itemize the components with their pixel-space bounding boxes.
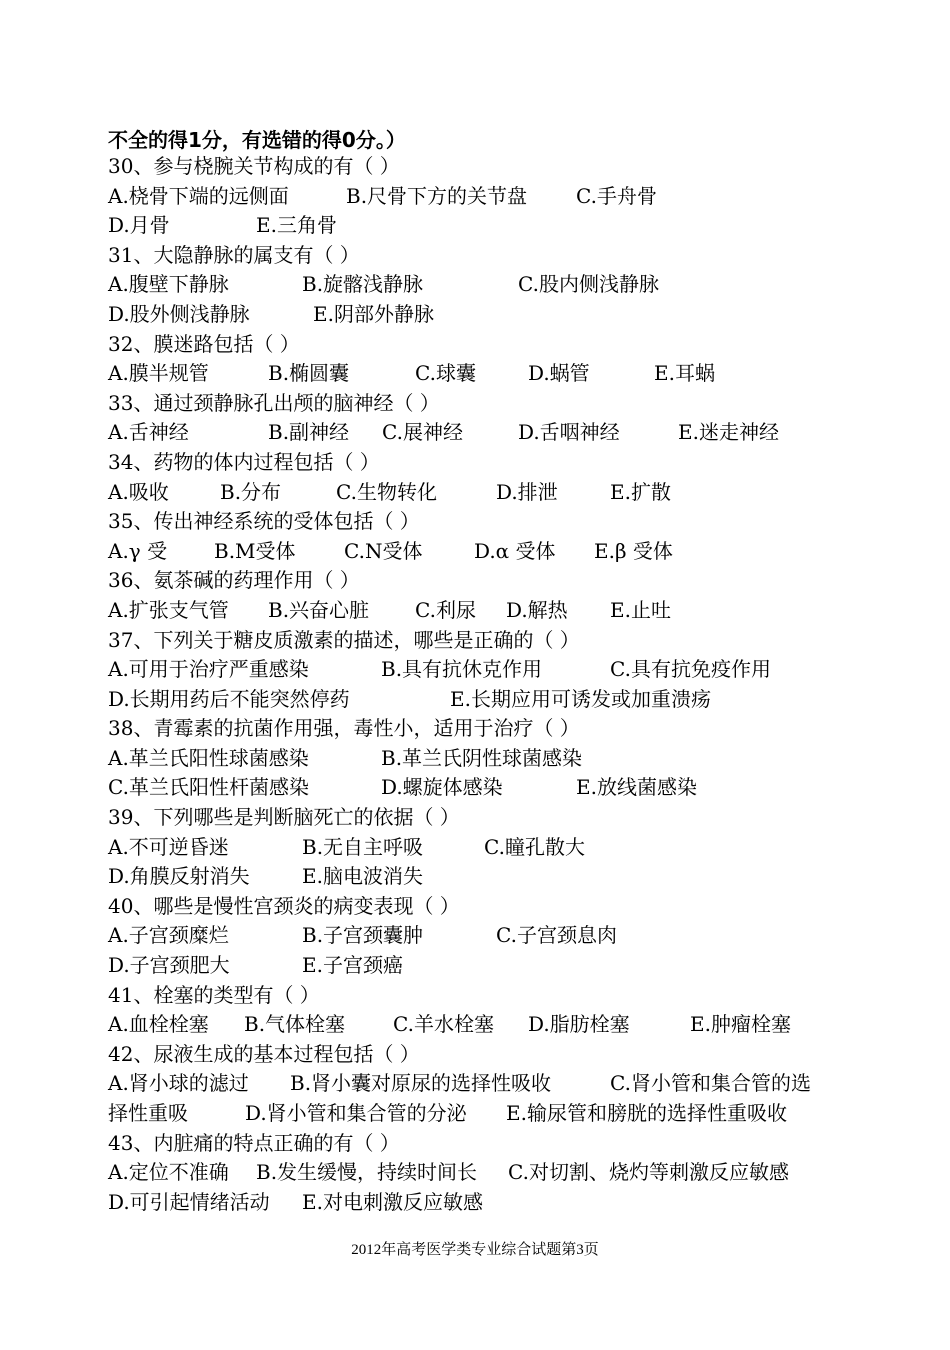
- options-line: [108, 596, 848, 626]
- question-text: 33、通过颈静脉孔出颅的脑神经（ ）: [108, 390, 440, 415]
- option-text: C.肾小管和集合管的选: [610, 1071, 811, 1096]
- option-text: C.瞳孔散大: [484, 834, 585, 859]
- option-text: E.三角骨: [256, 213, 337, 238]
- option-text: A.膜半规管: [108, 361, 209, 386]
- option-text: A.定位不准确: [108, 1160, 229, 1185]
- option-text: D.脂肪栓塞: [528, 1012, 630, 1037]
- option-text: D.可引起情绪活动: [108, 1189, 270, 1214]
- option-text: A.子宫颈糜烂: [108, 923, 229, 948]
- option-text: A.吸收: [108, 479, 169, 504]
- option-text: C.羊水栓塞: [393, 1012, 494, 1037]
- option-text: B.尺骨下方的关节盘: [346, 183, 528, 208]
- question-line: [108, 241, 848, 271]
- option-text: E.输尿管和膀胱的选择性重吸收: [506, 1101, 787, 1125]
- question-line: [108, 448, 848, 478]
- option-text: A.血栓栓塞: [108, 1012, 209, 1037]
- options-line: [108, 537, 848, 567]
- option-text: B.革兰氏阴性球菌感染: [381, 745, 583, 770]
- option-text: E.子宫颈癌: [302, 953, 403, 978]
- question-line: [108, 892, 848, 922]
- option-text: D.蜗管: [528, 361, 590, 386]
- option-text: B.肾小囊对原尿的选择性吸收: [290, 1071, 552, 1096]
- instruction-text: 不全的得1分，有选错的得0分。）: [108, 128, 406, 152]
- options-line: [108, 270, 848, 300]
- question-list: [108, 152, 848, 1217]
- option-text: E.对电刺激反应敏感: [302, 1189, 483, 1214]
- options-line: [108, 862, 848, 892]
- page-footer: 2012年高考医学类专业综合试题第3页: [351, 1242, 599, 1258]
- question-line: [108, 981, 848, 1011]
- option-text: C.利尿: [415, 597, 476, 622]
- options-line: [108, 211, 848, 241]
- question-line: [108, 626, 848, 656]
- option-text: D.排泄: [496, 479, 558, 504]
- question-line: [108, 566, 848, 596]
- options-line: [108, 833, 848, 863]
- options-line: [108, 1188, 848, 1218]
- option-text: C.股内侧浅静脉: [518, 272, 659, 297]
- question-line: [108, 1129, 848, 1159]
- option-text: D.子宫颈肥大: [108, 953, 230, 978]
- option-text: E.长期应用可诱发或加重溃疡: [450, 686, 711, 711]
- option-text: B.兴奋心脏: [268, 597, 370, 622]
- option-text: B.气体栓塞: [244, 1012, 346, 1037]
- option-text: C.子宫颈息肉: [496, 923, 617, 948]
- option-text: D.螺旋体感染: [381, 775, 503, 800]
- option-text: D.角膜反射消失: [108, 864, 250, 889]
- option-text: E.阴部外静脉: [313, 301, 434, 326]
- question-text: 30、参与桡腕关节构成的有（ ）: [108, 154, 400, 178]
- question-line: [108, 507, 848, 537]
- option-text: C.手舟骨: [576, 183, 657, 208]
- options-line: [108, 1069, 848, 1099]
- option-text: B.子宫颈囊肿: [302, 923, 424, 948]
- option-text: E.放线菌感染: [576, 775, 697, 800]
- options-line: [108, 773, 848, 803]
- option-text: C.展神经: [382, 420, 463, 445]
- options-line: [108, 478, 848, 508]
- question-text: 41、栓塞的类型有（ ）: [108, 982, 320, 1007]
- option-text: E.扩散: [610, 479, 671, 504]
- option-text: B.具有抗休克作用: [381, 657, 543, 682]
- option-text: B.副神经: [268, 420, 350, 445]
- option-text: B.旋髂浅静脉: [302, 272, 424, 297]
- option-text: B.M受体: [214, 538, 296, 563]
- options-line: [108, 744, 848, 774]
- question-line: [108, 714, 848, 744]
- option-text: E.耳蜗: [654, 361, 715, 386]
- option-text: C.革兰氏阳性杆菌感染: [108, 775, 309, 800]
- option-text: E.肿瘤栓塞: [690, 1012, 791, 1037]
- option-text: D.股外侧浅静脉: [108, 301, 250, 326]
- option-text: D.解热: [506, 597, 568, 622]
- option-text: 择性重吸: [108, 1101, 188, 1125]
- question-text: 32、膜迷路包括（ ）: [108, 331, 300, 356]
- option-text: D.肾小管和集合管的分泌: [245, 1101, 467, 1125]
- question-text: 39、下列哪些是判断脑死亡的依据（ ）: [108, 805, 460, 830]
- option-text: A.革兰氏阳性球菌感染: [108, 745, 309, 770]
- options-line: [108, 921, 848, 951]
- question-text: 43、内脏痛的特点正确的有（ ）: [108, 1130, 400, 1155]
- option-text: E.β 受体: [594, 538, 673, 563]
- option-text: B.无自主呼吸: [302, 834, 424, 859]
- question-text: 42、尿液生成的基本过程包括（ ）: [108, 1041, 420, 1066]
- option-text: E.脑电波消失: [302, 864, 423, 889]
- option-text: D.月骨: [108, 213, 170, 238]
- option-text: C.具有抗免疫作用: [610, 657, 771, 682]
- option-text: A.腹壁下静脉: [108, 272, 229, 297]
- option-text: D.长期用药后不能突然停药: [108, 686, 350, 711]
- option-text: C.对切割、烧灼等刺激反应敏感: [508, 1160, 789, 1185]
- option-text: A.可用于治疗严重感染: [108, 657, 309, 682]
- question-text: 34、药物的体内过程包括（ ）: [108, 449, 380, 474]
- options-line: [108, 655, 848, 685]
- options-line: [108, 1158, 848, 1188]
- option-text: B.分布: [220, 479, 282, 504]
- question-text: 40、哪些是慢性宫颈炎的病变表现（ ）: [108, 893, 460, 918]
- option-text: C.球囊: [415, 361, 476, 386]
- question-text: 31、大隐静脉的属支有（ ）: [108, 242, 360, 267]
- option-text: A.γ 受: [108, 538, 168, 563]
- option-text: E.迷走神经: [678, 420, 779, 445]
- options-line: [108, 951, 848, 981]
- question-text: 38、青霉素的抗菌作用强，毒性小，适用于治疗（ ）: [108, 716, 580, 741]
- option-text: A.舌神经: [108, 420, 189, 445]
- question-line: [108, 152, 848, 182]
- option-text: E.止吐: [610, 597, 671, 622]
- question-line: [108, 330, 848, 360]
- option-text: A.不可逆昏迷: [108, 834, 229, 859]
- option-text: D.舌咽神经: [518, 420, 620, 445]
- options-line: [108, 300, 848, 330]
- option-text: C.生物转化: [336, 479, 437, 504]
- question-text: 37、下列关于糖皮质激素的描述，哪些是正确的（ ）: [108, 627, 580, 652]
- options-line: [108, 359, 848, 389]
- option-text: A.扩张支气管: [108, 597, 229, 622]
- option-text: C.N受体: [344, 538, 423, 563]
- option-text: B.发生缓慢，持续时间长: [256, 1160, 478, 1185]
- option-text: B.椭圆囊: [268, 361, 350, 386]
- option-text: A.桡骨下端的远侧面: [108, 183, 289, 208]
- question-line: [108, 803, 848, 833]
- question-text: 35、传出神经系统的受体包括（ ）: [108, 509, 420, 534]
- options-line: [108, 685, 848, 715]
- question-line: [108, 389, 848, 419]
- question-line: [108, 1040, 848, 1070]
- options-line: [108, 418, 848, 448]
- options-line: [108, 182, 848, 212]
- options-line: [108, 1099, 848, 1129]
- options-line: [108, 1010, 848, 1040]
- option-text: A.肾小球的滤过: [108, 1071, 249, 1096]
- option-text: D.α 受体: [474, 538, 556, 563]
- question-text: 36、氨茶碱的药理作用（ ）: [108, 568, 360, 593]
